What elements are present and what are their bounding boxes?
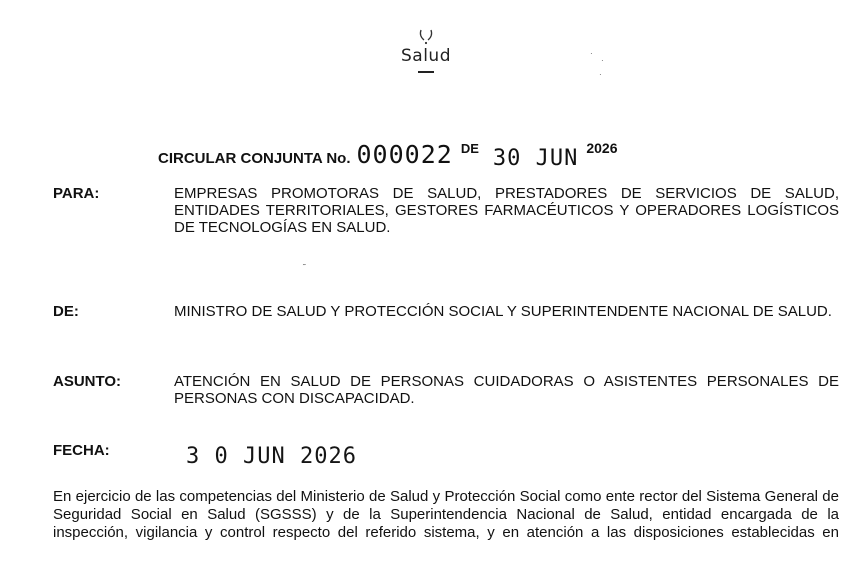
scan-speck: · — [599, 70, 602, 79]
circular-year: 2026 — [586, 140, 618, 156]
asunto-text: ATENCIÓN EN SALUD DE PERSONAS CUIDADORAS O ASISTENTES PERSONALES DE PERSONAS CON DISCAPACIDAD. — [174, 373, 839, 407]
circular-title — [158, 140, 618, 171]
de-label: DE: — [53, 303, 79, 320]
fecha-label: FECHA: — [53, 442, 110, 459]
body-paragraph: En ejercicio de las competencias del Ministerio de Salud y Protección Social como ente rector del Sistema General de Seguridad Social en Salud (SGSSS) y de la Superintendencia Nacional de Salud, entidad encargada de la inspección, vigilancia y control respecto del referido sistema, y en atención a las disposiciones establecidas en — [53, 488, 839, 541]
fecha-stamp: 3 0 JUN 2026 — [186, 444, 357, 469]
circular-number: 000022 — [356, 140, 453, 169]
circular-date-stamp: 30 JUN — [492, 146, 579, 171]
asunto-label: ASUNTO: — [53, 373, 122, 390]
para-text: EMPRESAS PROMOTORAS DE SALUD, PRESTADORES DE SERVICIOS DE SALUD, ENTIDADES TERRITORIALES, GESTORES FARMACÉUTICOS Y OPERADORES LOGÍSTICOS DE TECNOLOGÍAS EN SALUD. — [174, 185, 839, 236]
circular-de-label: DE — [460, 141, 479, 156]
scan-speck: · — [590, 49, 593, 58]
salud-logo — [396, 26, 456, 73]
logo-wordmark: Salud — [401, 46, 451, 66]
logo-emblem-icon — [416, 26, 436, 46]
logo-underline — [418, 71, 434, 73]
para-label: PARA: — [53, 185, 100, 202]
circular-title-label: CIRCULAR CONJUNTA No. — [158, 150, 351, 167]
scan-speck: ˜ — [303, 263, 306, 272]
scan-speck: · — [601, 56, 604, 65]
de-text: MINISTRO DE SALUD Y PROTECCIÓN SOCIAL Y SUPERINTENDENTE NACIONAL DE SALUD. — [174, 303, 832, 320]
